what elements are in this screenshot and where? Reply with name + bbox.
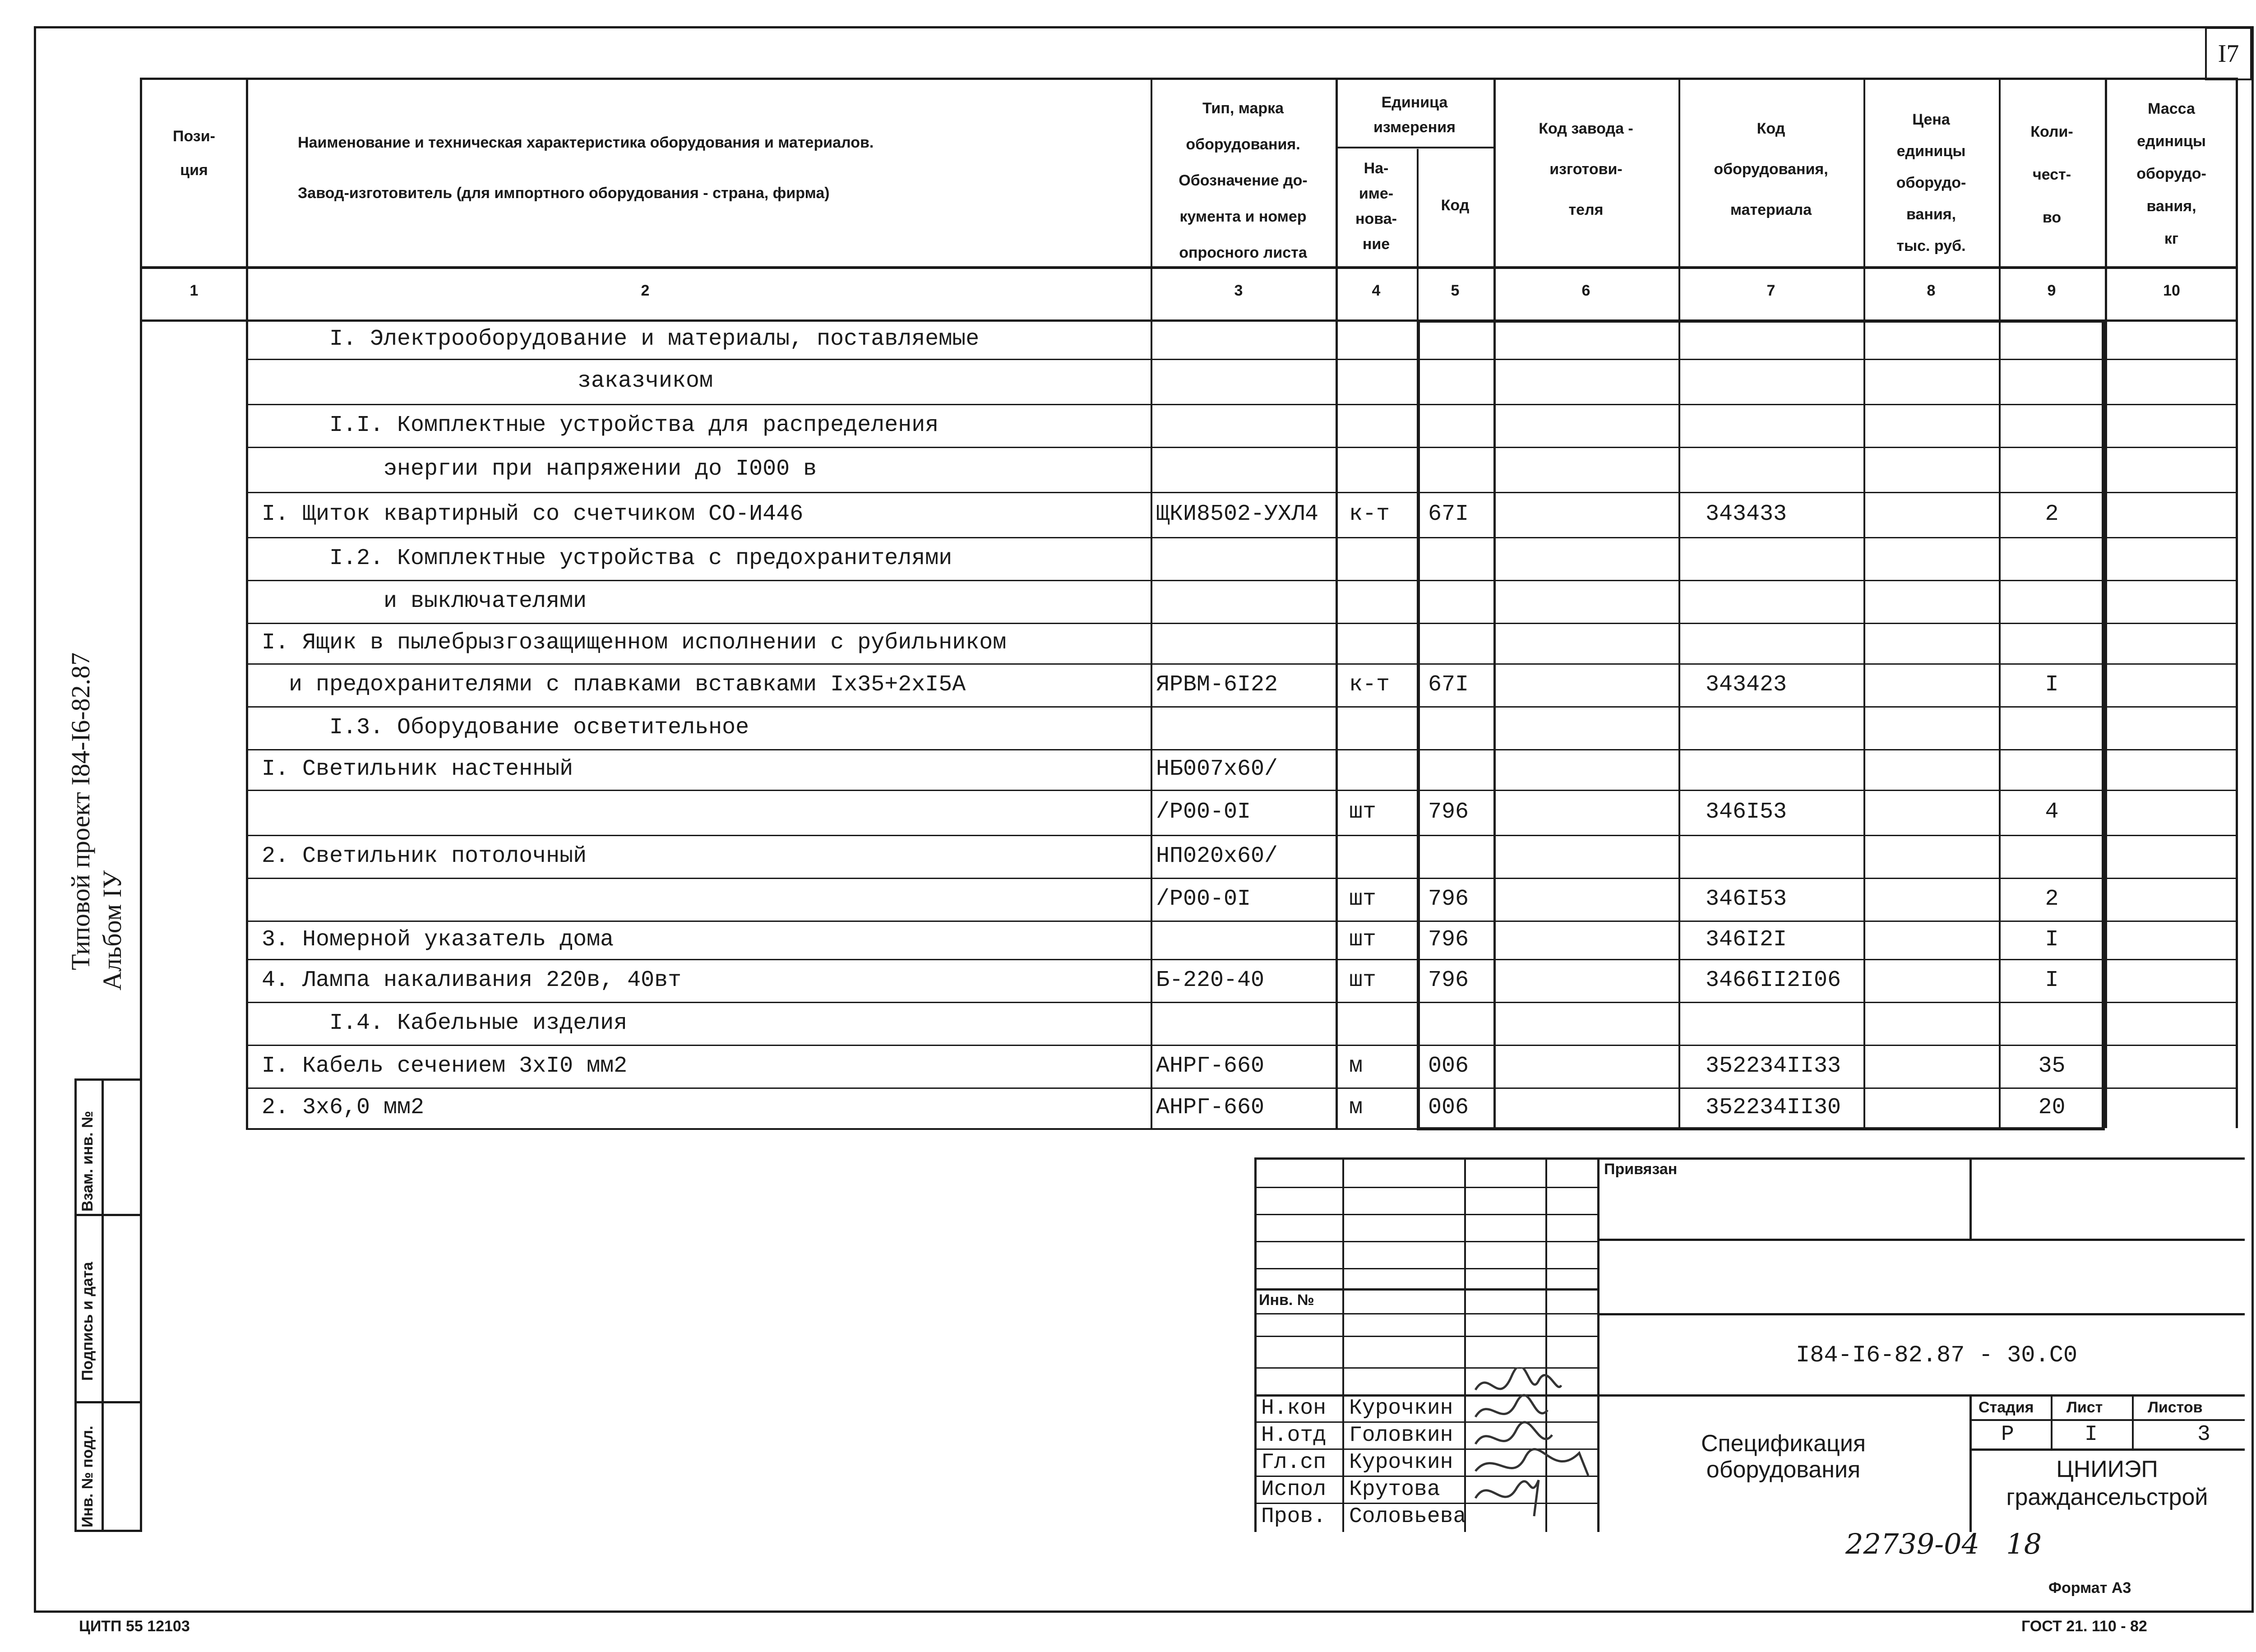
row-type: НБ007х60/ <box>1156 756 1278 782</box>
header-unit-name-line: ние <box>1362 236 1390 253</box>
signature-scribble <box>1475 1422 1552 1444</box>
row-item-code: 352234II33 <box>1706 1053 1841 1079</box>
column-line <box>246 78 248 1128</box>
header-item-code-line: оборудования, <box>1714 161 1828 178</box>
stage-label: Стадия <box>1979 1399 2034 1416</box>
stamp-line <box>2132 1394 2134 1448</box>
inv-no-label: Инв. № <box>1259 1291 1314 1309</box>
sheet-number: I7 <box>2205 27 2252 80</box>
header-position <box>142 120 246 187</box>
header-item-code <box>1678 108 1863 230</box>
stamp-grid-line <box>1254 1214 1597 1215</box>
col-number: 4 <box>1372 282 1381 299</box>
sheets-label: Листов <box>2148 1399 2203 1416</box>
column-line <box>1336 78 1338 1128</box>
header-unit-name-line: На- <box>1364 160 1389 177</box>
row-unit: к-т <box>1349 501 1390 527</box>
signature-name: Курочкин <box>1349 1396 1453 1421</box>
row-name: 4. Лампа накаливания 220в, 40вт <box>262 967 682 993</box>
header-name-line2: Завод-изготовитель (для импортного оборудования - страна, фирма) <box>298 185 830 202</box>
stage-value: Р <box>2001 1422 2014 1447</box>
row-code: 67I <box>1428 671 1469 698</box>
row-code: 796 <box>1428 886 1469 912</box>
header-type-line: Обозначение до- <box>1179 172 1308 189</box>
row-name: I. Светильник настенный <box>262 756 573 782</box>
signature-scribble <box>1475 1480 1539 1516</box>
row-name: I. Ящик в пылебрызгозащищенном исполнении с рубильником <box>262 630 1007 656</box>
row-item-code: 352234II30 <box>1706 1095 1841 1120</box>
row-name: заказчиком <box>578 368 713 394</box>
signature-scribble <box>1475 1449 1588 1476</box>
row-type: АНРГ-660 <box>1156 1095 1265 1120</box>
row-item-code: 346I2I <box>1706 926 1787 953</box>
row-type: НП020х60/ <box>1156 843 1278 869</box>
header-type-line: Тип, марка <box>1202 100 1284 117</box>
header-name <box>298 117 874 218</box>
header-mass-line: кг <box>2164 230 2179 247</box>
header-price-line: единицы <box>1896 143 1966 160</box>
bold-box <box>1417 319 2105 1130</box>
row-type: ЯРВМ-6I22 <box>1156 671 1278 698</box>
col-number: 5 <box>1451 282 1460 299</box>
signature-role: Н.кон <box>1261 1396 1327 1421</box>
column-line <box>1151 78 1152 1128</box>
column-line <box>1336 147 1493 148</box>
stamp-grid-line <box>1254 1187 1597 1188</box>
row-item-code: 346I53 <box>1706 799 1787 825</box>
row-name: 2. Светильник потолочный <box>262 843 587 869</box>
row-qty: I <box>2045 967 2059 993</box>
row-qty: 35 <box>2038 1053 2066 1079</box>
row-unit: м <box>1349 1053 1363 1079</box>
stamp-grid-line <box>1254 1288 1597 1291</box>
header-type-line: опросного листа <box>1179 244 1307 261</box>
header-unit-name-line: нова- <box>1355 210 1397 227</box>
header-factory-code-line: Код завода - <box>1539 120 1633 137</box>
header-mass-line: оборудо- <box>2136 165 2206 182</box>
header-unit-line: Единица <box>1381 94 1448 111</box>
row-type: /Р00-0I <box>1156 799 1251 825</box>
document-title-line: оборудования <box>1706 1457 1861 1483</box>
row-type: ЩКИ8502-УХЛ4 <box>1156 501 1319 527</box>
header-type-line: оборудования. <box>1186 136 1300 153</box>
footer-left: ЦИТП 55 12103 <box>79 1618 190 1635</box>
row-type: Б-220-40 <box>1156 967 1265 993</box>
header-unit-line: измерения <box>1373 119 1456 136</box>
row-name: I.3. Оборудование осветительное <box>329 714 749 740</box>
header-type-line: кумента и номер <box>1179 208 1307 225</box>
row-qty: 2 <box>2045 886 2059 912</box>
handwritten-number: 22739-04 18 <box>1845 1527 2042 1560</box>
privyazan-label: Привязан <box>1604 1161 1678 1178</box>
margin-divider <box>74 1214 142 1216</box>
row-unit: шт <box>1349 799 1377 825</box>
row-name: I.4. Кабельные изделия <box>329 1010 628 1036</box>
col-number: 3 <box>1234 282 1243 299</box>
stamp-line <box>1969 1448 2245 1451</box>
stamp-line <box>1597 1394 2245 1397</box>
margin-divider <box>74 1401 142 1403</box>
header-mass-line: единицы <box>2137 133 2206 150</box>
signature-role: Гл.сп <box>1261 1450 1327 1475</box>
signature-role: Пров. <box>1261 1504 1327 1529</box>
header-factory-code-line: изготови- <box>1549 161 1623 178</box>
col-number: 8 <box>1927 282 1936 299</box>
sheet-value: I <box>2085 1422 2098 1447</box>
signature-name: Соловьева <box>1349 1504 1466 1529</box>
stamp-grid-line <box>1254 1268 1597 1269</box>
header-item-code-line: Код <box>1757 120 1785 137</box>
document-title-line: Спецификация <box>1701 1430 1866 1457</box>
row-qty: 20 <box>2038 1095 2066 1120</box>
col-number: 1 <box>190 282 199 299</box>
row-qty: I <box>2045 926 2059 953</box>
row-name: I. Щиток квартирный со счетчиком СО-И446 <box>262 501 804 527</box>
header-price-line: вания, <box>1906 206 1956 223</box>
header-price-line: тыс. руб. <box>1896 237 1966 255</box>
handwritten-signatures <box>1471 1367 1615 1548</box>
signature-role: Н.отд <box>1261 1423 1327 1448</box>
header-type <box>1151 90 1336 271</box>
col-number: 7 <box>1766 282 1775 299</box>
format-label: Формат А3 <box>2048 1579 2131 1596</box>
row-item-code: 343423 <box>1706 671 1787 698</box>
header-name-line1: Наименование и техническая характеристика оборудования и материалов. <box>298 134 874 151</box>
row-item-code: 346I53 <box>1706 886 1787 912</box>
stamp-line <box>2051 1394 2053 1448</box>
row-type: АНРГ-660 <box>1156 1053 1265 1079</box>
sheet-label: Лист <box>2066 1399 2103 1416</box>
row-qty: I <box>2045 671 2059 698</box>
organization <box>1969 1455 2245 1511</box>
header-unit-group <box>1336 90 1493 140</box>
row-name: 2. 3х6,0 мм2 <box>262 1095 425 1120</box>
signature-name: Крутова <box>1349 1477 1440 1502</box>
col-number: 6 <box>1581 282 1590 299</box>
stamp-grid-line <box>1254 1241 1597 1242</box>
header-quantity <box>1999 111 2105 239</box>
col-number: 10 <box>2163 282 2180 299</box>
document-code: I84-I6-82.87 - 30.С0 <box>1796 1342 2078 1369</box>
row-qty: 2 <box>2045 501 2059 527</box>
stamp-grid-line <box>1254 1336 1597 1337</box>
header-quantity-line: во <box>2042 209 2062 226</box>
row-code: 796 <box>1428 926 1469 953</box>
row-unit: к-т <box>1349 671 1390 698</box>
row-code: 796 <box>1428 799 1469 825</box>
row-unit: шт <box>1349 967 1377 993</box>
row-item-code: 3466II2I06 <box>1706 967 1841 993</box>
row-unit: шт <box>1349 926 1377 953</box>
column-line <box>2105 78 2107 1128</box>
column-line <box>2236 78 2238 1128</box>
header-factory-code-line: теля <box>1568 201 1604 218</box>
stamp-line <box>1969 1419 2245 1421</box>
sheets-value: 3 <box>2197 1422 2210 1447</box>
signature-name: Головкин <box>1349 1423 1453 1448</box>
organization-line: граждансельстрой <box>2006 1484 2208 1510</box>
column-line <box>140 78 142 1128</box>
row-name: I. Электрооборудование и материалы, поставляемые <box>329 326 980 352</box>
row-unit: шт <box>1349 886 1377 912</box>
signature-role: Испол <box>1261 1477 1327 1502</box>
row-code: 796 <box>1428 967 1469 993</box>
col-number: 2 <box>641 282 650 299</box>
inv-orig-label: Инв. № подл. <box>79 1425 96 1527</box>
header-price <box>1863 104 1999 262</box>
signature-name: Курочкин <box>1349 1450 1453 1475</box>
row-code: 006 <box>1428 1095 1469 1120</box>
header-mass-line: вания, <box>2146 198 2196 215</box>
margin-divider <box>102 1078 104 1532</box>
table-border <box>140 78 2238 80</box>
stamp-line <box>1597 1313 2245 1315</box>
row-type: /Р00-0I <box>1156 886 1251 912</box>
row-name: I.2. Комплектные устройства с предохранителями <box>329 545 952 571</box>
row-qty: 4 <box>2045 799 2059 825</box>
header-unit-name-line: име- <box>1359 185 1394 202</box>
row-code: 006 <box>1428 1053 1469 1079</box>
project-title: Типовой проект I84-I6-82.87 <box>66 652 95 970</box>
header-factory-code <box>1493 108 1678 230</box>
footer-right: ГОСТ 21. 110 - 82 <box>2021 1618 2147 1635</box>
header-position-line1: Пози- <box>173 128 215 145</box>
row-name: энергии при напряжении до I000 в <box>384 456 817 482</box>
header-quantity-line: Коли- <box>2030 123 2073 140</box>
row-item-code: 343433 <box>1706 501 1787 527</box>
row-name: 3. Номерной указатель дома <box>262 926 614 953</box>
stamp-line <box>1597 1239 2245 1241</box>
album-label: Альбом IУ <box>97 870 127 990</box>
header-item-code-line: материала <box>1730 201 1812 218</box>
header-mass-line: Масса <box>2148 100 2195 117</box>
col-number: 9 <box>2047 282 2056 299</box>
header-unit-code: Код <box>1441 197 1470 214</box>
sign-date-label: Подпись и дата <box>79 1262 96 1381</box>
table-border <box>140 266 2238 269</box>
signature-scribble <box>1475 1395 1548 1417</box>
header-position-line2: ция <box>180 162 208 179</box>
header-price-line: оборудо- <box>1896 174 1966 191</box>
header-unit-name <box>1336 156 1417 257</box>
row-name: I. Кабель сечением 3хI0 мм2 <box>262 1053 628 1079</box>
stamp-line <box>1969 1157 1972 1241</box>
row-unit: м <box>1349 1095 1363 1120</box>
document-title <box>1597 1430 1969 1483</box>
row-name: и предохранителями с плавками вставками Iх35+2хI5А <box>289 671 966 698</box>
inv-replace-label: Взам. инв. № <box>79 1111 96 1212</box>
row-name: и выключателями <box>384 588 587 614</box>
signature-scribble <box>1475 1367 1561 1390</box>
header-mass <box>2105 93 2238 255</box>
row-name: I.I. Комплектные устройства для распределения <box>329 412 939 438</box>
row-code: 67I <box>1428 501 1469 527</box>
stamp-grid-line <box>1254 1313 1597 1314</box>
header-price-line: Цена <box>1912 111 1950 128</box>
organization-line: ЦНИИЭП <box>2056 1456 2158 1482</box>
header-quantity-line: чест- <box>2032 166 2071 183</box>
